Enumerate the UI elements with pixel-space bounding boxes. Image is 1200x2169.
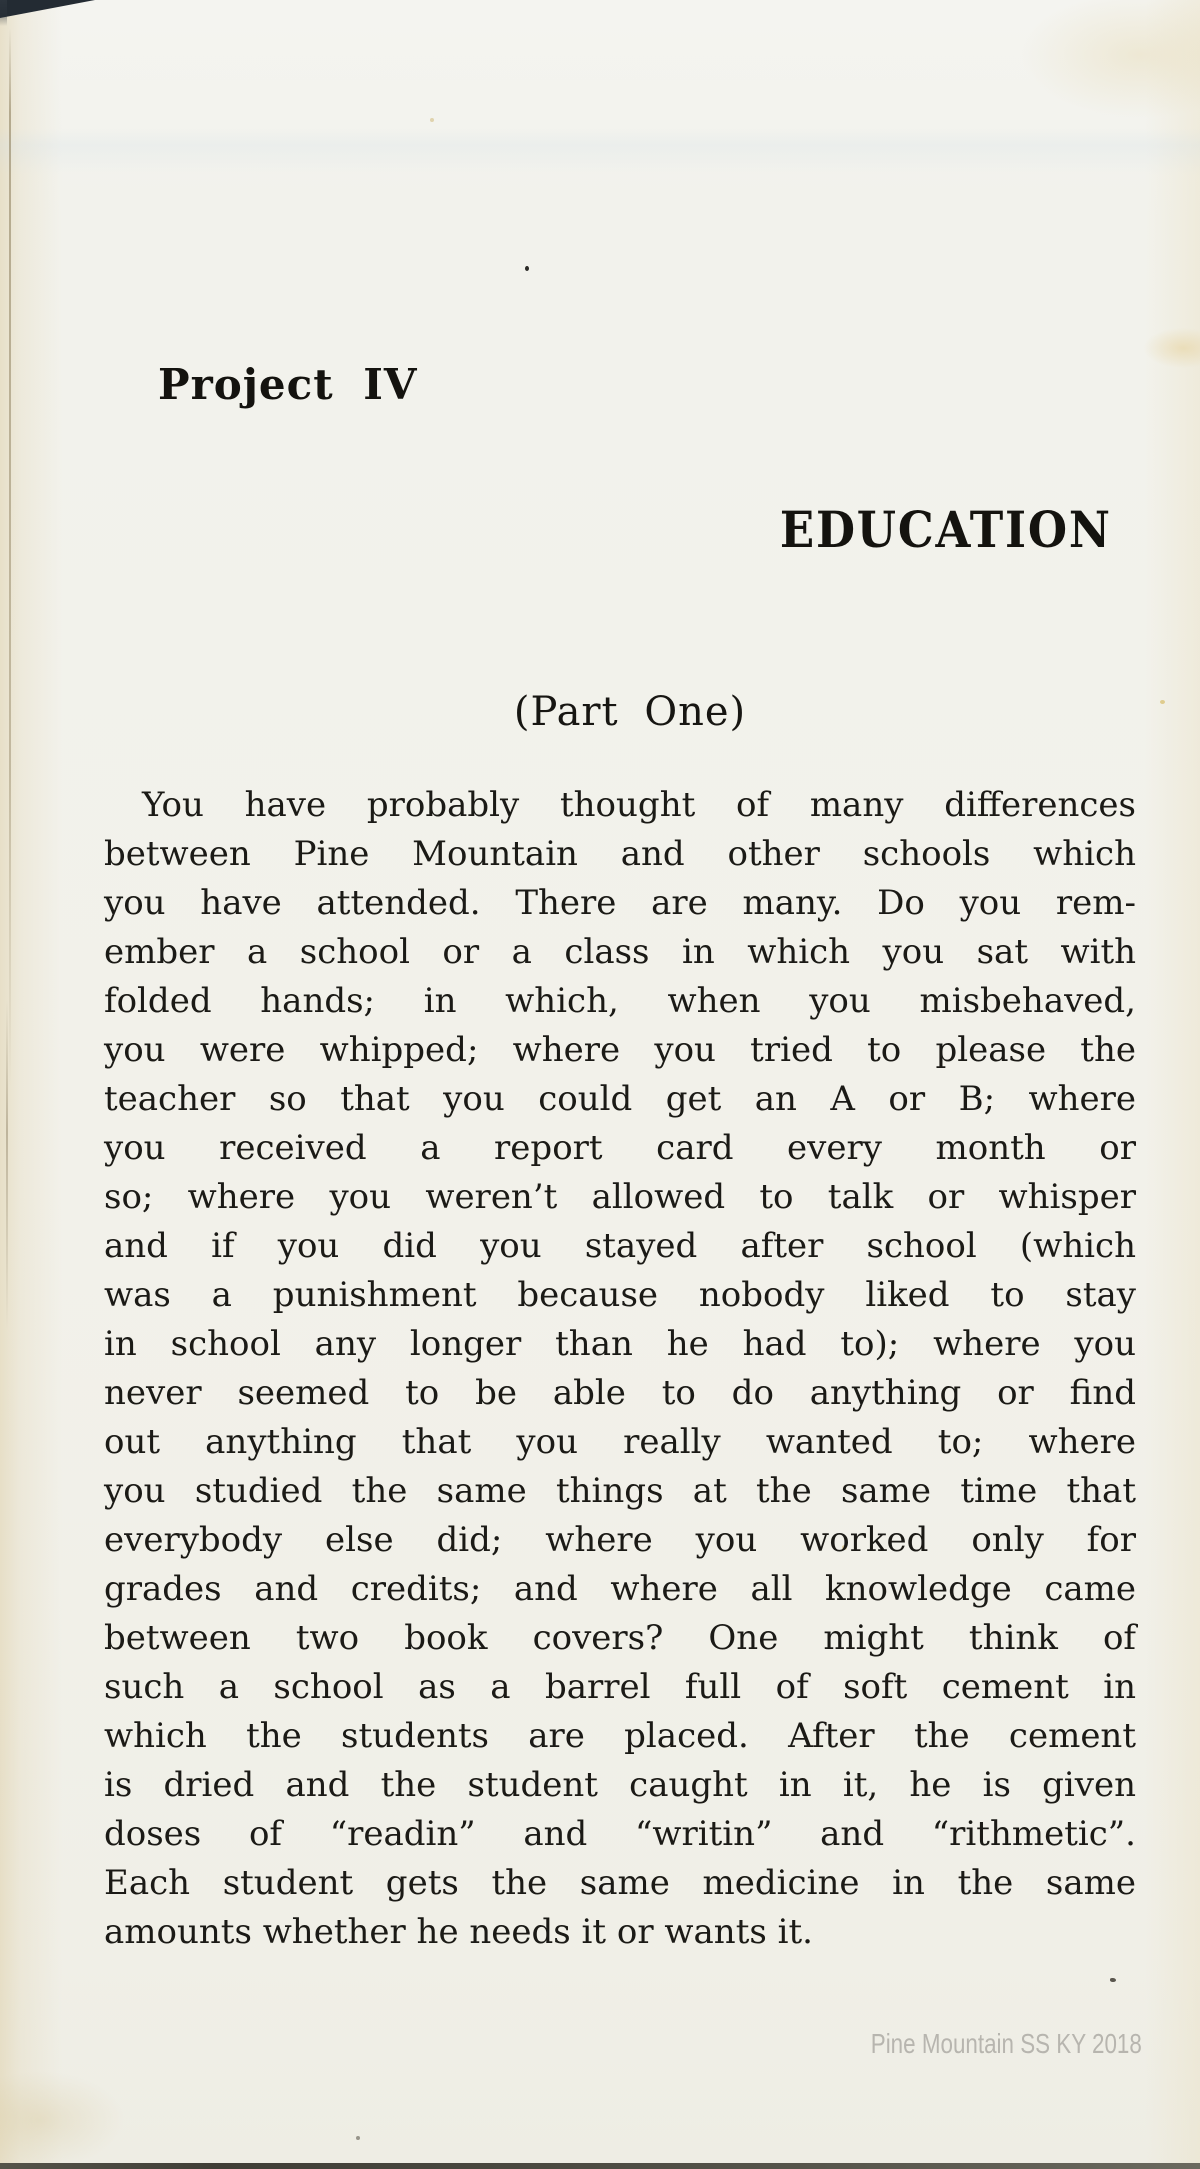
page-corner-shadow-edge — [0, 0, 7, 26]
body-line: you received a report card every month or — [104, 1128, 1136, 1168]
binding-crease — [9, 28, 11, 1088]
body-line: folded hands; in which, when you misbehaved, — [104, 981, 1136, 1021]
body-line: which the students are placed. After the cement — [104, 1716, 1136, 1756]
body-line: amounts whether he needs it or wants it. — [104, 1912, 813, 1952]
body-line: you have attended. There are many. Do you rem- — [104, 883, 1136, 923]
body-line: and if you did you stayed after school (which — [104, 1226, 1136, 1266]
body-line: You have probably thought of many differences — [142, 785, 1136, 825]
body-line: in school any longer than he had to); where you — [104, 1324, 1136, 1364]
paper-speck — [525, 266, 529, 271]
body-line: so; where you weren’t allowed to talk or whisper — [104, 1177, 1136, 1217]
chapter-title: EDUCATION — [780, 500, 1112, 559]
body-line: out anything that you really wanted to; where — [104, 1422, 1136, 1462]
part-subheading: (Part One) — [513, 689, 747, 735]
body-line: you studied the same things at the same time that — [104, 1471, 1136, 1511]
archive-watermark: Pine Mountain SS KY 2018 — [870, 2028, 1142, 2059]
paper-speck — [430, 118, 434, 122]
body-line: doses of “readin” and “writin” and “rithmetic”. — [104, 1814, 1136, 1854]
body-line: Each student gets the same medicine in the same — [104, 1863, 1136, 1903]
body-line: was a punishment because nobody liked to stay — [104, 1275, 1136, 1315]
paper-speck — [356, 2136, 360, 2140]
body-line: you were whipped; where you tried to please the — [104, 1030, 1136, 1070]
body-line: grades and credits; and where all knowledge came — [104, 1569, 1136, 1609]
binding-crease-lower — [6, 1000, 8, 1330]
project-heading: Project IV — [158, 360, 418, 409]
body-line: between Pine Mountain and other schools which — [104, 834, 1136, 874]
body-line: never seemed to be able to do anything or find — [104, 1373, 1136, 1413]
body-line: such a school as a barrel full of soft cement in — [104, 1667, 1136, 1707]
body-line: teacher so that you could get an A or B; where — [104, 1079, 1136, 1119]
body-line: ember a school or a class in which you sat with — [104, 932, 1136, 972]
body-line: everybody else did; where you worked only for — [104, 1520, 1136, 1560]
paper-speck — [1160, 700, 1165, 704]
body-line: is dried and the student caught in it, he is given — [104, 1765, 1136, 1805]
page-corner-shadow — [0, 0, 95, 18]
body-line: between two book covers? One might think of — [104, 1618, 1136, 1658]
scan-bottom-edge — [0, 2163, 1200, 2169]
paper-speck — [1110, 1978, 1116, 1982]
body-paragraph — [104, 781, 1136, 1957]
